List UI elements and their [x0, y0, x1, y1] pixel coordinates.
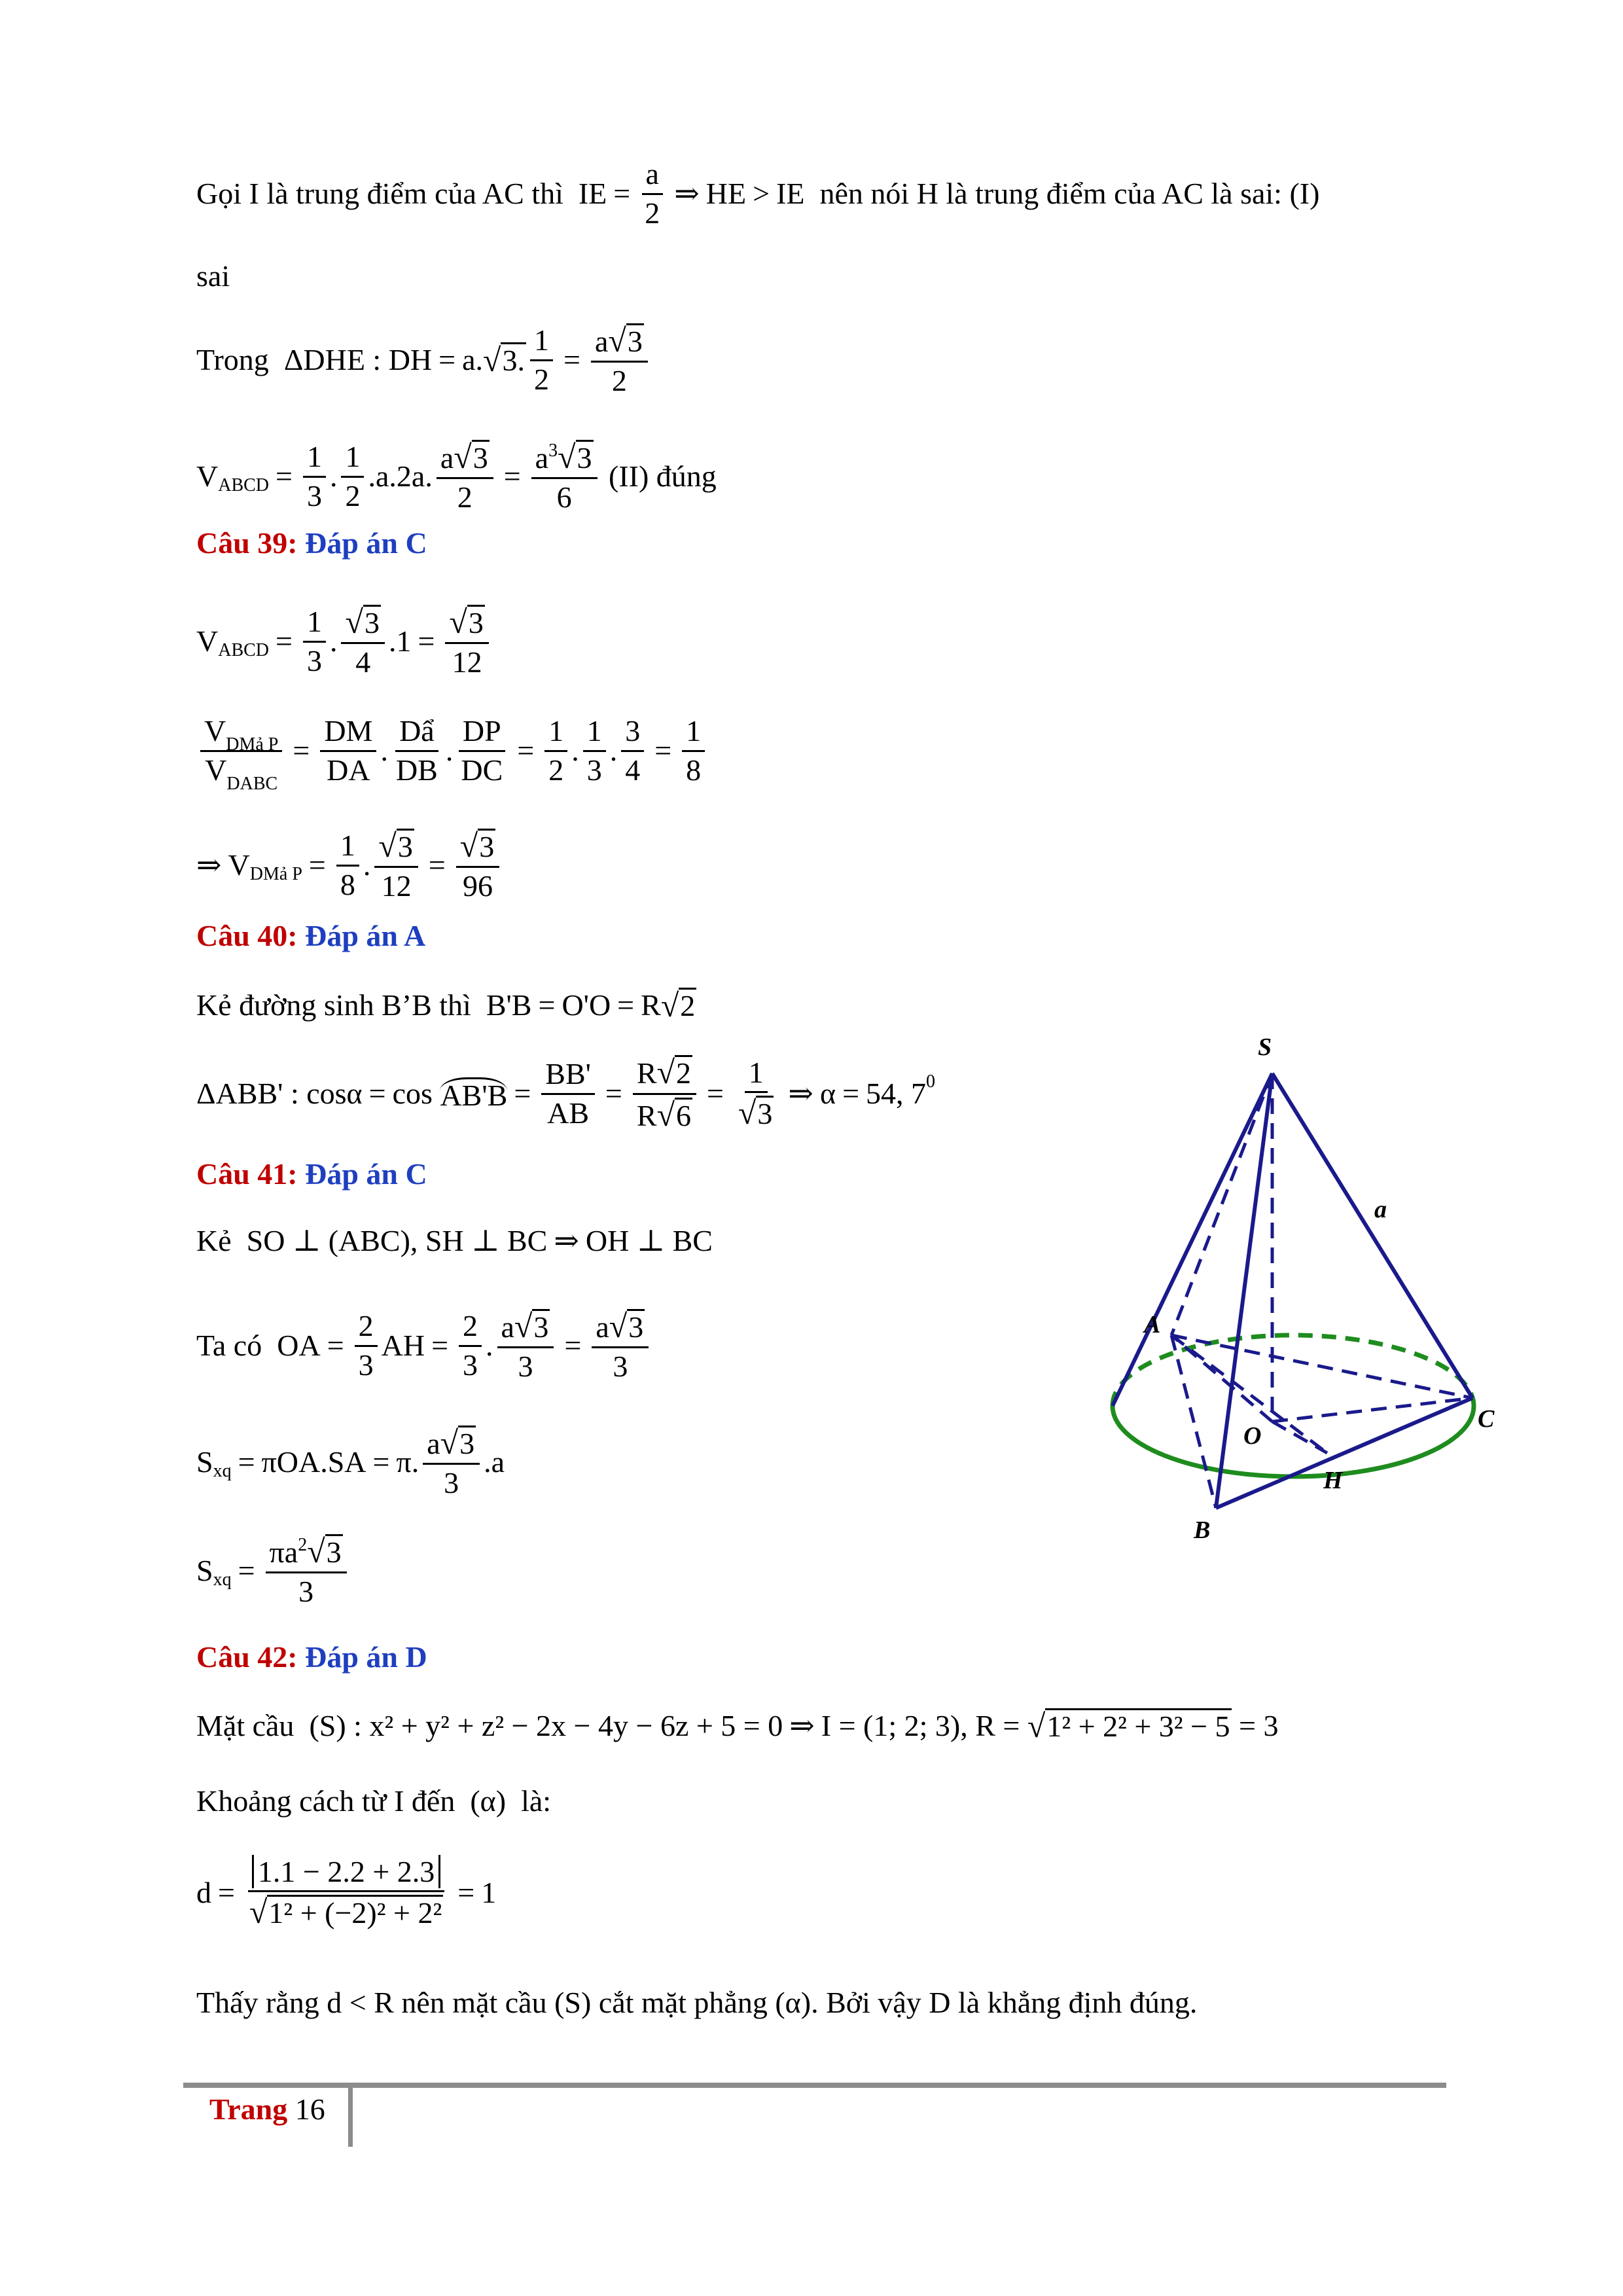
footer-label: Trang — [209, 2092, 288, 2126]
heading-cau-39: Câu 39: Đáp án C — [196, 526, 427, 560]
fraction: $\frac{1}{2}$ — [530, 325, 553, 395]
line-6: $\frac{V_{DMả P}}{V_{DABC}}$ = $\frac{DM}{DA}$ . $\frac{\text{Dẩ}}{DB}$ . $\frac{DP}{DC}$ = $\frac{1}{2}$ . $\frac{1}{3}$ . $\frac{3}{4}$ = $\frac{1}{8}$ — [196, 708, 709, 793]
line-11: Ta có OA = $\frac{2}{3}$ AH = $\frac{2}{3}$ . $\frac{a√3}{3}$ = $\frac{a√3}{3}$ — [196, 1306, 652, 1385]
heading-cau-40: Câu 40: Đáp án A — [196, 919, 426, 952]
edge-OA — [1171, 1335, 1272, 1422]
heading-cau-41: Câu 41: Đáp án C — [196, 1157, 427, 1191]
math: IE — [776, 177, 805, 210]
fraction: $\frac{a}{2}$ — [641, 158, 664, 229]
line-10: Kẻ SO ⊥ (ABC), SH ⊥ BC ⇒ OH ⊥ BC — [196, 1224, 713, 1257]
line-5: V ABCD = $\frac{1}{3}$ . $\frac{√3}{4}$ .1 = $\frac{√3}{12}$ — [196, 602, 493, 681]
text: (II) đúng — [609, 459, 717, 493]
line-14: Mặt cầu (S) : x² + y² + z² − 2x − 4y − 6z + 5 = 0 ⇒ I = (1; 2; 3), R = √ 1² + 2² + 3² − 5 = 3 — [196, 1708, 1279, 1744]
edge-S-left — [1113, 1073, 1272, 1406]
page-footer — [209, 2092, 325, 2126]
line-8: Kẻ đường sinh B’B thì B'B = O'O = R √ 2 — [196, 987, 696, 1024]
line-12: S xq = πOA.SA = π. $\frac{a√3}{3}$ .a — [196, 1424, 505, 1500]
label-O: O — [1243, 1422, 1262, 1450]
text: Gọi I là trung điểm của AC thì — [196, 177, 563, 210]
line-1: Gọi I là trung điểm của AC thì IE = $\frac{a}{2}$ ⇒ HE > IE nên nói H là trung điểm của AC là sai: (I) — [196, 157, 1320, 230]
label-S: S — [1258, 1033, 1272, 1061]
line-7: ⇒ V DMả P = $\frac{1}{8}$ . $\frac{√3}{12}$ = $\frac{√3}{96}$ — [196, 826, 503, 905]
page-number: 16 — [294, 2092, 325, 2126]
line-16: d = $\frac{1.1 - 2.2 + 2.3}{\text{√1² + (−2)² + 2²}}$ = 1 — [196, 1854, 497, 1930]
line-2 — [196, 237, 230, 315]
math: IE — [578, 177, 607, 210]
footer-rule — [183, 2083, 1446, 2088]
text: sai — [196, 259, 230, 293]
label-a: a — [1374, 1196, 1387, 1223]
label-A: A — [1144, 1311, 1161, 1338]
edge-BC — [1216, 1398, 1472, 1508]
math: HE — [705, 177, 747, 210]
label-H: H — [1323, 1467, 1343, 1494]
footer-divider — [348, 2088, 353, 2147]
math: ΔDHE : DH — [283, 343, 433, 376]
label-C: C — [1478, 1405, 1495, 1433]
edge-AB — [1171, 1335, 1216, 1508]
text: nên nói H là trung điểm của AC là sai: (I) — [819, 177, 1320, 210]
text: Trong — [196, 343, 269, 376]
fraction: $\frac{a√3}{2}$ — [591, 323, 648, 397]
label-B: B — [1194, 1516, 1211, 1544]
math: 3. — [502, 344, 525, 378]
edge-OH — [1272, 1422, 1327, 1453]
line-15: Khoảng cách từ I đến (α) là: — [196, 1784, 552, 1818]
edge-AC — [1171, 1335, 1472, 1398]
math: a. — [462, 343, 484, 376]
base-ellipse-back — [1113, 1335, 1474, 1406]
line-4: V ABCD = $\frac{1}{3}$ . $\frac{1}{2}$ .a.2a. $\frac{a√3}{2}$ = $\frac{a^3√3}{6}$ (II) đúng — [196, 438, 717, 514]
line-9: ΔABB' : cosα = cos AB'B = $\frac{BB'}{AB}$ = $\frac{R√2}{R√6}$ = $\frac{1}{√3}$ ⇒ α = 54, 7 0 — [196, 1053, 936, 1133]
heading-cau-42: Câu 42: Đáp án D — [196, 1640, 427, 1674]
cone-figure — [1086, 1021, 1505, 1545]
line-17: Thấy rằng d < R nên mặt cầu (S) cắt mặt phẳng (α) . Bởi vậy D là khẳng định đúng. — [196, 1986, 1198, 2019]
line-3: Trong ΔDHE : DH = a. √ 3. $\frac{1}{2}$ = $\frac{a√3}{2}$ — [196, 321, 652, 399]
base-ellipse-front — [1113, 1406, 1474, 1477]
line-13: S xq = $\frac{\pi a^2√3}{3}$ — [196, 1532, 351, 1610]
edge-SC — [1272, 1073, 1472, 1398]
